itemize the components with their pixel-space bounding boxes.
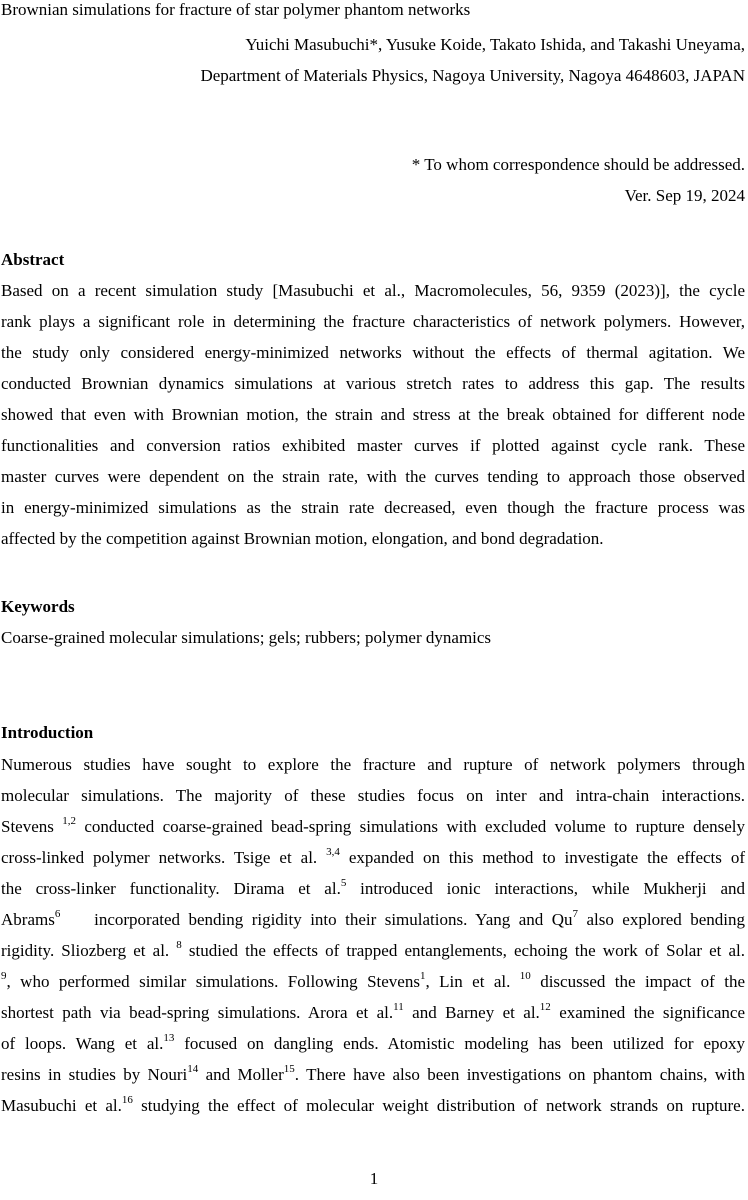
citation: 14 [187, 1063, 199, 1076]
citation: 12 [539, 1001, 551, 1014]
affiliation: Department of Materials Physics, Nagoya University, Nagoya 4648603, JAPAN [200, 66, 745, 85]
keywords-body [1, 622, 745, 653]
citation: 10 [519, 970, 531, 983]
abstract-heading: Abstract [1, 250, 65, 269]
page-number: 1 [369, 1169, 379, 1188]
intro-line: shortest path via bead-spring simulations. Arora et al.$^{11}$ and Barney et al.$^{12}$ examined the significance [1, 1001, 745, 1022]
introduction-heading: Introduction [1, 723, 94, 742]
citation: 6 [54, 908, 61, 921]
correspondence-note: * To whom correspondence should be addressed. [411, 155, 745, 174]
citation: 11 [393, 1001, 404, 1014]
intro-line: molecular simulations. The majority of these studies focus on inter and intra-chain interactions. [1, 786, 745, 805]
abstract-line: rank plays a significant role in determining the fracture characteristics of network polymers. However, [1, 312, 745, 331]
abstract-line: master curves were dependent on the strain rate, with the curves tending to approach those observed [1, 467, 745, 486]
citation: 7 [572, 908, 579, 921]
citation: 15 [283, 1063, 295, 1076]
intro-line: of loops. Wang et al.$^{13}$ focused on dangling ends. Atomistic modeling has been utilized for epoxy [1, 1032, 745, 1053]
author-block [200, 29, 745, 91]
abstract-line: showed that even with Brownian motion, the strain and stress at the break obtained for different node [1, 405, 745, 424]
abstract-line: conducted Brownian dynamics simulations at various stretch rates to address this gap. The results [1, 374, 745, 393]
correspondence-block [412, 149, 745, 211]
intro-line: $^9$, who performed similar simulations. Following Stevens$^1$, Lin et al. $^{10}$ discussed the impact of the [1, 970, 745, 991]
citation: 1 [419, 970, 426, 983]
citation: 8 [176, 939, 182, 952]
intro-line: Masubuchi et al.$^{16}$ studying the effect of molecular weight distribution of network strands on rupture. [1, 1094, 745, 1115]
intro-line: Stevens $^{1,2}$ conducted coarse-grained bead-spring simulations with excluded volume to rupture densely [1, 815, 745, 836]
citation: 9 [1, 970, 7, 983]
keywords-text: Coarse-grained molecular simulations; gels; rubbers; polymer dynamics [1, 628, 492, 647]
intro-line: the cross-linker functionality. Dirama et al.$^5$ introduced ionic interactions, while Mukherji and [1, 877, 746, 898]
intro-line: Abrams$^6$ incorporated bending rigidity into their simulations. Yang and Qu$^7$ also explored bending [1, 908, 745, 929]
abstract-line: the study only considered energy-minimized networks without the effects of thermal agitation. We [1, 343, 745, 362]
intro-line: Numerous studies have sought to explore the fracture and rupture of network polymers through [1, 755, 745, 774]
introduction-body [1, 749, 745, 1121]
abstract-line: functionalities and conversion ratios exhibited master curves if plotted against cycle rank. These [1, 436, 745, 455]
paper-title: Brownian simulations for fracture of star polymer phantom networks [1, 0, 471, 19]
keywords-heading: Keywords [1, 597, 75, 616]
abstract-line: Based on a recent simulation study [Masubuchi et al., Macromolecules, 56, 9359 (2023)], the cycle [1, 281, 745, 300]
citation: 13 [163, 1032, 175, 1045]
intro-line: resins in studies by Nouri$^{14}$ and Moller$^{15}$. There have also been investigations on phantom chains, with [1, 1063, 745, 1084]
citation: 5 [340, 877, 347, 890]
version-date: Ver. Sep 19, 2024 [624, 186, 745, 205]
abstract-line: in energy-minimized simulations as the strain rate decreased, even though the fracture process was [1, 498, 745, 517]
abstract-line: affected by the competition against Brownian motion, elongation, and bond degradation. [1, 529, 604, 548]
citation: 3,4 [326, 846, 340, 859]
intro-line: rigidity. Sliozberg et al. $^8$ studied the effects of trapped entanglements, echoing the work of Solar et al. [1, 939, 745, 960]
intro-line: cross-linked polymer networks. Tsige et al. $^{3,4}$ expanded on this method to investigate the effects of [1, 846, 745, 867]
author-list: Yuichi Masubuchi*, Yusuke Koide, Takato Ishida, and Takashi Uneyama, [245, 35, 745, 54]
abstract-body [1, 275, 745, 554]
citation: 16 [121, 1094, 133, 1107]
citation: 1,2 [62, 815, 76, 828]
